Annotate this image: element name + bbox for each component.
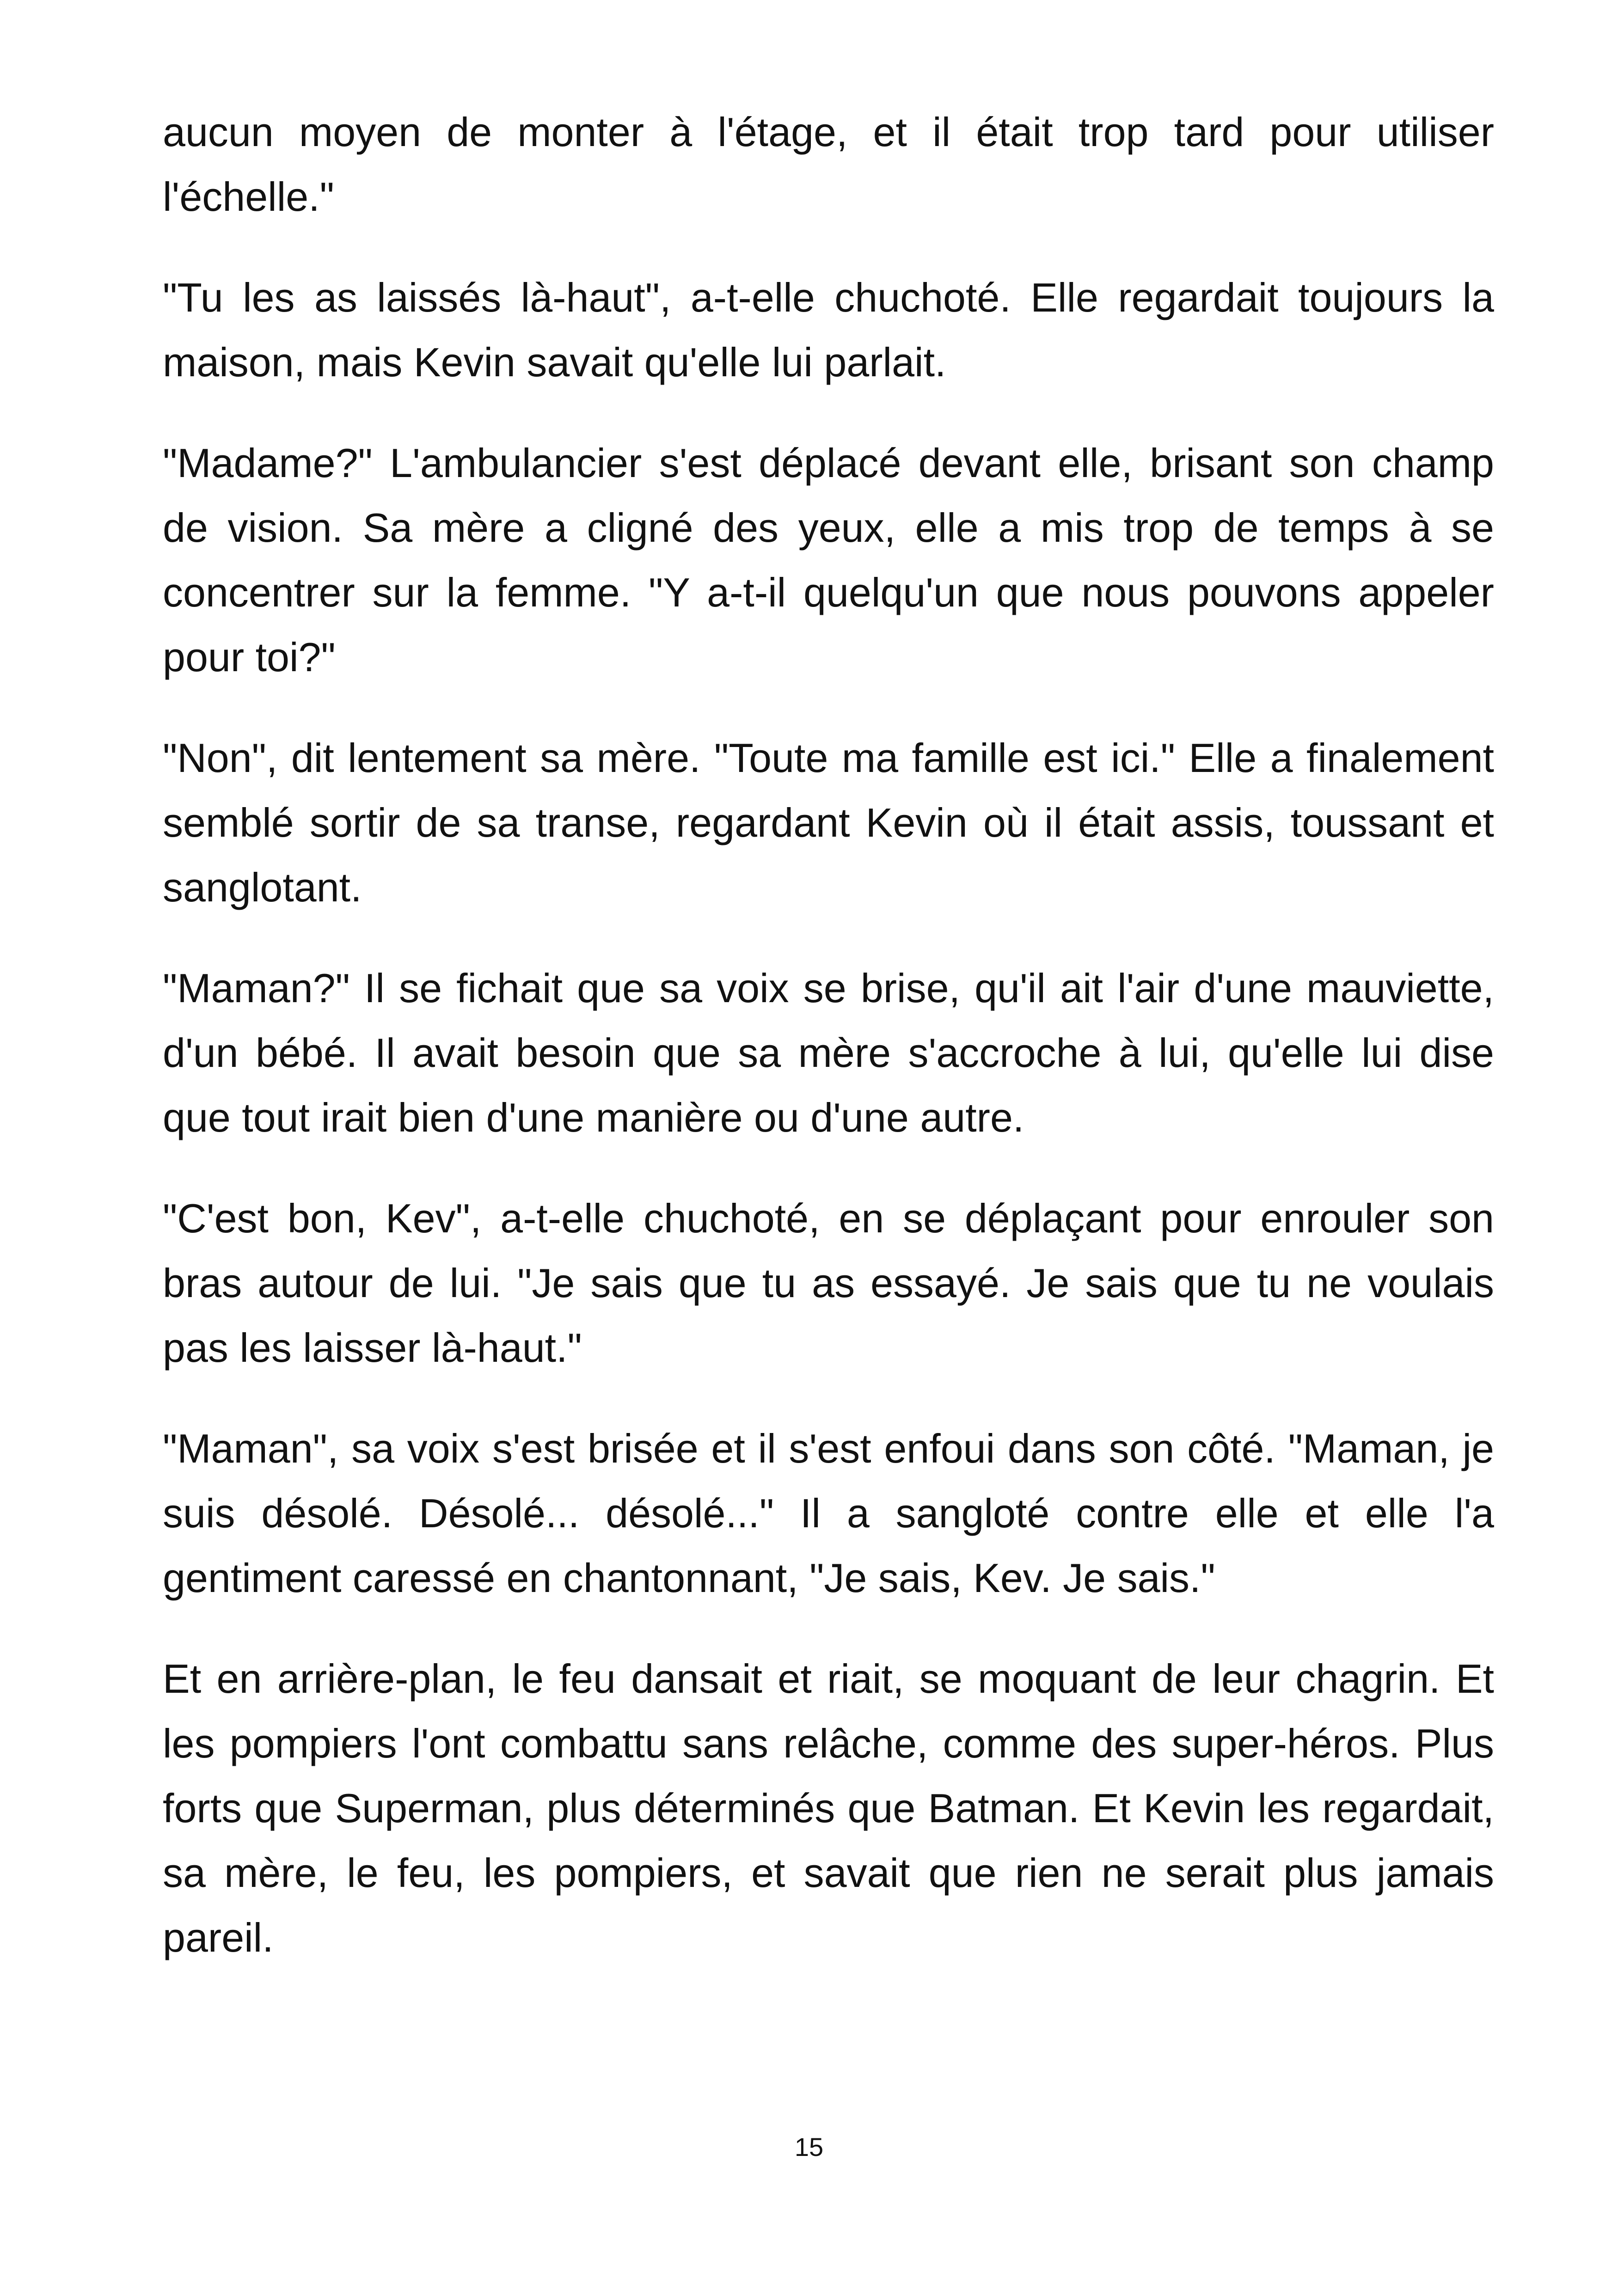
paragraph: "Tu les as laissés là-haut", a-t-elle chuchoté. Elle regardait toujours la maison, mais Kevin savait qu'elle lui parlait. [163, 275, 1494, 385]
paragraph: "Madame?" L'ambulancier s'est déplacé devant elle, brisant son champ de vision. Sa mère a cligné des yeux, elle a mis trop de temps à se concentrer sur la femme. "Y a-t-il quelqu'un que nous pouvons appeler pour toi?" [163, 440, 1494, 680]
paragraph: aucun moyen de monter à l'étage, et il était trop tard pour utiliser l'échelle." [163, 109, 1494, 220]
paragraph: "Non", dit lentement sa mère. "Toute ma famille est ici." Elle a finalement semblé sortir de sa transe, regardant Kevin où il était assis, toussant et sanglotant. [163, 735, 1494, 910]
paragraph: "C'est bon, Kev", a-t-elle chuchoté, en se déplaçant pour enrouler son bras autour de lui. "Je sais que tu as essayé. Je sais que tu ne voulais pas les laisser là-haut." [163, 1195, 1494, 1371]
paragraph: "Maman", sa voix s'est brisée et il s'est enfoui dans son côté. "Maman, je suis désolé. Désolé... désolé..." Il a sangloté contre elle et elle l'a gentiment caressé en chantonnant, "Je sais, Kev. Je sais." [163, 1426, 1494, 1601]
page-number: 15 [794, 2132, 824, 2161]
body-text [163, 100, 1494, 1970]
paragraph: Et en arrière-plan, le feu dansait et riait, se moquant de leur chagrin. Et les pompiers l'ont combattu sans relâche, comme des super-héros. Plus forts que Superman, plus déterminés que Batman. Et Kevin les regardait, sa mère, le feu, les pompiers, et savait que rien ne serait plus jamais pareil. [163, 1656, 1494, 1960]
paragraph: "Maman?" Il se fichait que sa voix se brise, qu'il ait l'air d'une mauviette, d'un bébé. Il avait besoin que sa mère s'accroche à lui, qu'elle lui dise que tout irait bien d'une manière ou d'une autre. [163, 965, 1494, 1140]
